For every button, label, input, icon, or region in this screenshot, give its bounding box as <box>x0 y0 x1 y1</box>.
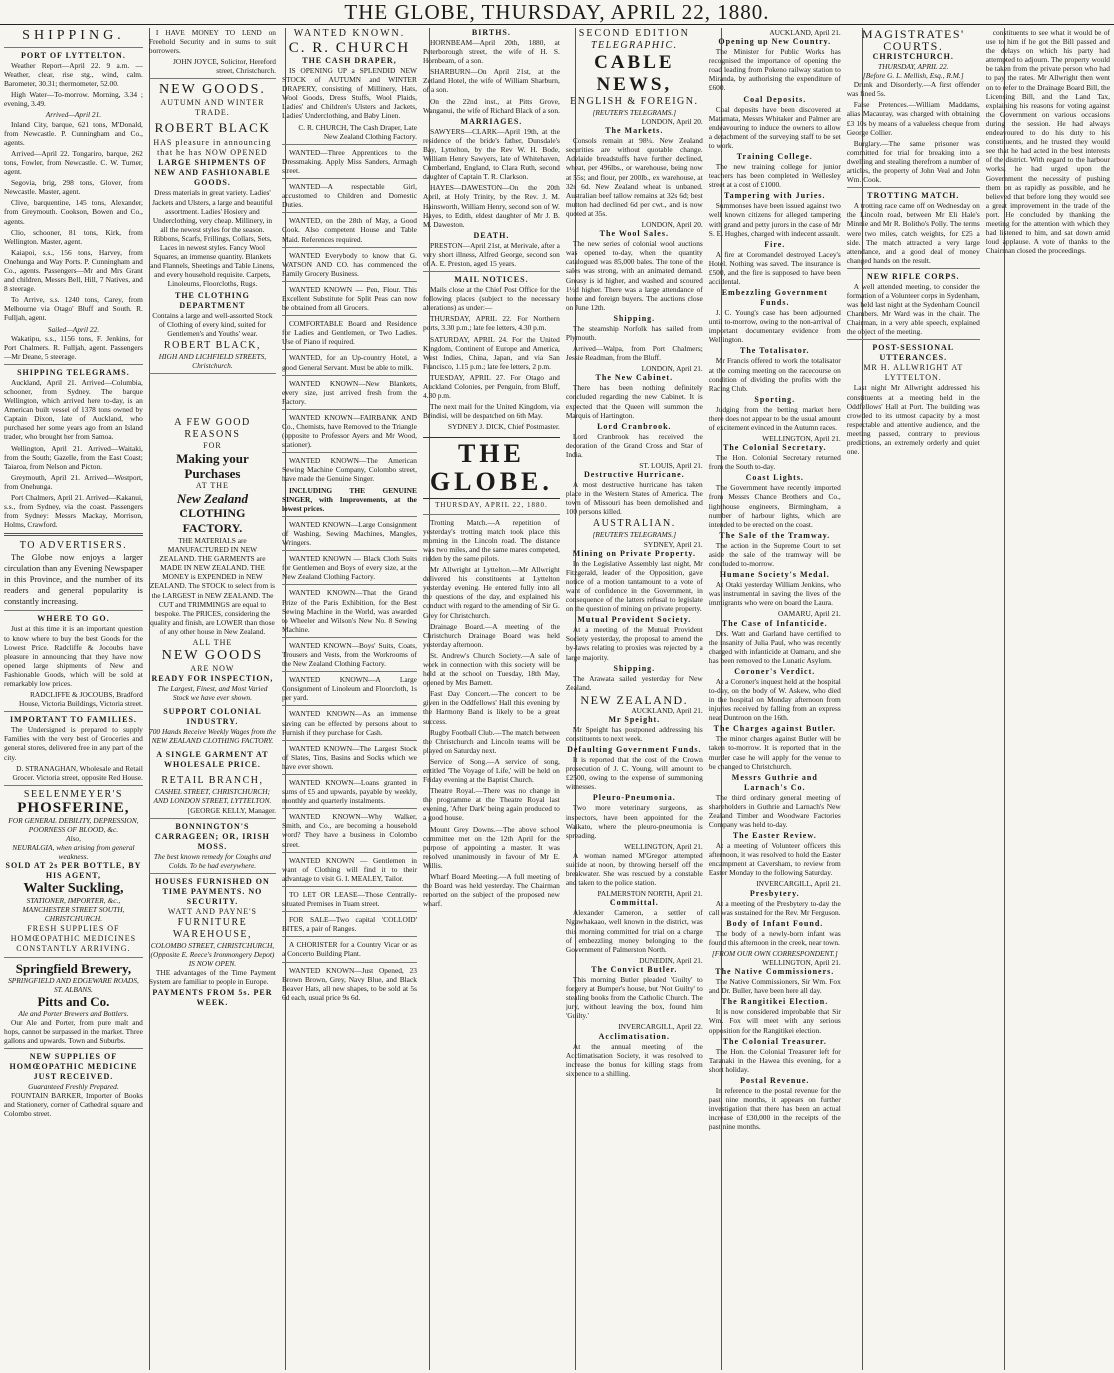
allwright-text: Last night Mr Allwright addressed his constituents at a meeting held in the Oddfellows' Hall at Port. The building was crowded to its utmost capacity by a most respectable and attentive audience, and the meeting passed, contrary to previous predictions, an extremely orderly and quiet one. <box>846 383 980 457</box>
autumn-trade: AUTUMN AND WINTER TRADE. <box>160 98 265 118</box>
training-text: The new training college for junior teachers has been completed in Wellesley street at a cost of £1000. <box>708 162 841 190</box>
wanted-ad: WANTED KNOWN—New Blankets, every size, just arrived fresh from the Factory. <box>282 378 417 406</box>
news-paragraph: Service of Song.—A service of song, entitled 'The Voyage of Life,' will be held on Friday evening at the Baptist Church. <box>422 756 560 785</box>
shipping-title: SHIPPING. <box>22 28 125 43</box>
wanted-ad: WANTED KNOWN—Just Opened, 23 Brown Brown, Grey, Navy Blue, and Black Beaver Hats, all new shapes, to be sold at 5s 6d each, usual price 9s 6d. <box>282 965 417 1002</box>
families-sign: D. STRANAGHAN, Wholesale and Retail Grocer. Victoria street, opposite Red House. <box>12 763 143 782</box>
making-purchases: Making your Purchases <box>176 450 249 481</box>
crc-sign: C. R. CHURCH, The Cash Draper, Late New Zealand Clothing Factory. <box>298 122 417 141</box>
where-to-go-sign: RADCLIFFE & JOCOUBS, Bradford House, Victoria Buildings, Victoria street. <box>19 690 143 709</box>
subhead: Coal Deposits. <box>743 94 807 104</box>
subhead: Mutual Provident Society. <box>577 615 692 625</box>
subhead: The Colonial Treasurer. <box>722 1036 827 1046</box>
presbytery-text: At a meeting of the Presbytery to-day the call was sustained for the Rev. Mr Ferguson. <box>708 898 841 917</box>
birth-notice: HORNBEAM—April 20th, 1880, at Peterborough street, the wife of H. S. Hornbeam, of a son. <box>422 38 560 66</box>
column-1 <box>4 28 143 1370</box>
subhead: Coroner's Verdict. <box>734 666 816 676</box>
new-zealand-text: New Zealand <box>176 490 248 506</box>
dateline: INVERCARGILL, April 22. <box>618 1022 703 1032</box>
mail-next: The next mail for the United Kingdom, via Brindisi, will be despatched on 6th May. <box>422 402 560 421</box>
news-paragraph: Drainage Board.—A meeting of the Christchurch Drainage Board was held yesterday afternoon. <box>422 621 560 649</box>
homeopathic-title: NEW SUPPLIES OF HOMŒOPATHIC MEDICINE JUST RECEIVED. <box>9 1052 138 1082</box>
subhead: Opening up New Country. <box>718 37 832 47</box>
infant-text: The body of a newly-born infant was found this afternoon in the creek, near town. <box>708 928 841 947</box>
birth-notice: SHARBURN—On April 21st, at the Zetland Hotel, the wife of William Sharburn, of a son. <box>422 67 560 95</box>
fire-text: A fire at Coromandel destroyed Lacey's Hotel. Nothing was saved. The insurance is £500, and the fire is supposed to have been accidental. <box>708 249 841 286</box>
mail-notices-title: MAIL NOTICES. <box>454 275 529 285</box>
phosferine-neuralgia: NEURALGIA, when arising from general weakness. <box>12 843 135 862</box>
money-sign: JOHN JOYCE, Solicitor, Hereford street, Christchurch. <box>173 57 276 76</box>
news-paragraph: Trotting Match.—A repetition of yesterday's trotting match took place this morning in the Lincoln road. The distance was two miles, and the same mares competed, ridden by the same pilots. <box>422 517 560 563</box>
barker-text: FOUNTAIN BARKER, Importer of Books and Stationery, corner of Cathedral square and Colombo street. <box>4 1091 143 1119</box>
subhead: Postal Revenue. <box>740 1075 810 1085</box>
own-correspondent: [FROM OUR OWN CORRESPONDENT.] <box>711 948 838 958</box>
arrived-heading: Arrived—April 21. <box>45 110 102 120</box>
arrival-entry: Segovia, brig, 298 tons, Glover, from Newcastle. Master, agent. <box>4 178 143 197</box>
births-title: BIRTHS. <box>471 28 511 37</box>
bank-text: It is reported that the cost of the Crown prosecution of J. C. Young, will amount to £2500, owing to the expense of summoning witnesses. <box>565 755 703 792</box>
dateline: WELLINGTON, April 21. <box>762 958 841 968</box>
subhead: Embezzling Government Funds. <box>721 288 828 308</box>
news-paragraph: Fast Day Concert.—The concert to be given in the Oddfellows' Hall this evening by the Harmony Band is likely to be a great success. <box>422 689 560 726</box>
phosferine-for: FOR GENERAL DEBILITY, DEPRESSION, POORNESS OF BLOOD, &c. <box>8 815 139 834</box>
families-text: The Undersigned is prepared to supply Families with the very best of Groceries and general stores, delivered free in any part of the city. <box>4 725 143 762</box>
globe-date: THURSDAY, APRIL 22, 1880. <box>435 501 548 510</box>
subhead: The Wool Sales. <box>599 229 669 239</box>
wanted-ad: WANTED Everybody to know that G. WATSON AND CO. has commenced the Family Grocery Business. <box>282 250 417 278</box>
markets-text: Consols remain at 98¼. New Zealand securities are without quotable change. Adelaide breadstuffs have further declined, wheat, per 496lbs., or warehouse, being now at 55s; and flour, per 200lb., ex warehouse, at 32s 6d. New Zealand wheat is unbaned. Australian beef tallow remains at 32s 6d; best mutton had declined 6d per cwt., and is now quoted at 35s. <box>565 136 703 218</box>
subhead: The Native Commissioners. <box>715 967 835 977</box>
clothing-factory-text: CLOTHING FACTORY. <box>179 505 246 535</box>
wanted-ad: WANTED, on the 28th of May, a Good Cook. Also competent House and Table Maid. References required. <box>282 216 417 244</box>
subhead: Humane Society's Medal. <box>719 570 830 580</box>
subhead: Shipping. <box>613 313 656 323</box>
dateline: AUCKLAND, April 21. <box>631 705 703 715</box>
wanted-ad: WANTED, for an Up-country Hotel, a good General Servant. Must be able to milk. <box>282 353 417 372</box>
infanticide-text: Drs. Watt and Garland have certified to the insanity of Julia Paul, who was recently charged with infanticide at Oamaru, and she has been removed to the Lunatic Asylum. <box>708 628 841 665</box>
wanted-ad: WANTED KNOWN—Boys' Suits, Coats, Trousers and Vests, from the Workrooms of the New Zealand Clothing Factory. <box>282 640 417 669</box>
post-sessional-title: POST-SESSIONAL UTTERANCES. <box>872 343 955 363</box>
telegram-entry: Port Chalmers, April 21. Arrived—Kakanui, s.s., from Sydney, via the coast. Passengers from Sydney: Messrs Mackay, Morrison, Holms, Crawford. <box>4 493 143 530</box>
watt-payne: WATT AND PAYNE'S <box>167 906 258 916</box>
are-now-text: ARE NOW <box>190 664 235 673</box>
subhead: The Rangitikei Election. <box>721 997 829 1007</box>
cabinet-text: There has been nothing definitely concluded regarding the new Cabinet. It is expected that the Queen will summon the Marquis of Hartington. <box>565 383 703 420</box>
coal-text: Coal deposits have been discovered at Matamata, Messrs Whitaker and Palmer are endeavouring to induce the owners to allow a detachment of the surveying staff to be set to work. <box>708 104 841 150</box>
mining-text: In the Legislative Assembly last night, Mr Fitzgerald, leader of the Opposition, gave notice of a motion tantamount to a vote of want of confidence in the Government, in consequence of the latters refusal to legislate on the question of mining on private property. <box>565 558 703 614</box>
springfield-address: SPRINGFIELD AND EDGEWARE ROADS, ST. ALBANS. <box>8 975 139 994</box>
wanted-ad: WANTED KNOWN—Why Walker, Smith, and Co., are becoming a household word? They have a business in Colombo street. <box>282 812 417 849</box>
subhead: The Totalisator. <box>740 346 810 356</box>
wanted-ad: COMFORTABLE Board and Residence for Ladies and Gentlemen, or Two Ladies. Use of Piano if required. <box>282 319 417 347</box>
for-text: FOR <box>203 440 222 450</box>
furniture-address: COLOMBO STREET, CHRISTCHURCH, (Opposite E. Reece's Ironmongery Depot) IS NOW OPEN. <box>150 940 275 969</box>
mail-thursday: THURSDAY, APRIL 22. For Northern ports, 3.30 p.m.; late fee letters, 4.30 p.m. <box>422 314 560 333</box>
convict-text: This morning Butler pleaded 'Guilty' to forgery at Bumper's house, but 'Not Guilty' to stealing books from the Catholic Church. The jury, without leaving the box, found him 'Guilty.' <box>565 974 703 1021</box>
mutual-text: At a meeting of the Mutual Provident Society yesterday, the proposal to amend the by-laws relating to proxies was rejected by a large majority. <box>565 625 703 662</box>
wanted-known-title: WANTED KNOWN. <box>293 28 406 39</box>
phosferine-sold: SOLD AT 2s PER BOTTLE, BY HIS AGENT, <box>5 861 142 881</box>
native-text: The Native Commissioners, Sir Wm. Fox and Dr. Buller, have been here all day. <box>708 977 841 996</box>
dateline: DUNEDIN, April 21. <box>639 955 703 965</box>
telegraphic-title: TELEGRAPHIC. <box>591 40 678 51</box>
subhead: The Markets. <box>605 126 664 136</box>
telegram-entry: Greymouth, April 21. Arrived—Westport, from Onehunga. <box>4 472 143 491</box>
suckling-address: STATIONER, IMPORTER, &c., MANCHESTER STREET SOUTH, CHRISTCHURCH. <box>22 896 125 924</box>
arrival-entry: Inland City, barque, 621 tons, M'Donald, from Newcastle. P. Cunningham and Co., agents. <box>4 119 143 147</box>
treasurer-text: The Hon. the Colonial Treasurer left for Taranaki in the Hawea this evening, for a short holiday. <box>708 1046 841 1074</box>
families-title: IMPORTANT TO FAMILIES. <box>9 715 137 725</box>
tramway-text: The action in the Supreme Court to set aside the sale of the tramway will be concluded to-morrow. <box>708 540 841 569</box>
tampering-text: Summonses have been issued against two well known citizens for alleged tampering with grand and petty jurors in the case of Mr S. E. Hughes, charged with indecent assault. <box>708 201 841 238</box>
news-paragraph: Rugby Football Club.—The match between the Christchurch and Lincoln teams will be played on Saturday next. <box>422 727 560 755</box>
subhead: Sporting. <box>754 394 796 404</box>
dateline: WELLINGTON, April 21. <box>624 841 703 851</box>
dateline: SYDNEY, April 21. <box>643 539 703 549</box>
advertisers-title: TO ADVERTISERS. <box>19 540 128 552</box>
at-the-text: AT THE <box>195 480 229 490</box>
time-payment-text: THE advantages of the Time Payment System are familiar to people in Europe. <box>148 968 276 987</box>
sporting-text: Judging from the betting market here there does not appear to be the usual amount of excitement evinced in the Autumn races. <box>708 404 841 432</box>
pitts-text: Our Ale and Porter, from pure malt and hops, cannot be surpassed in the market. Three gallons and upwards. Town and Suburbs. <box>4 1017 143 1046</box>
subhead: The New Cabinet. <box>595 373 674 383</box>
ready-inspection: READY FOR INSPECTION, <box>151 674 274 683</box>
rb-shipments: LARGE SHIPMENTS OF NEW AND FASHIONABLE GOODS. <box>154 158 271 188</box>
cable-news-title: CABLE NEWS, <box>594 52 675 95</box>
humane-text: At Otaki yesterday William Jenkins, who was instrumental in saving the lives of the immigrants who were on board the Laura. <box>708 580 841 608</box>
mail-text: Mails close at the Chief Post Office for the following places (subject to the necessary alterations) as under:— <box>422 285 560 313</box>
postmaster: SYDNEY J. DICK, Chief Postmaster. <box>447 422 560 432</box>
dateline: LONDON, April 21. <box>641 364 703 374</box>
houses-furnished: HOUSES FURNISHED ON TIME PAYMENTS. NO SECURITY. <box>155 876 270 906</box>
pleuro-text: Two more veterinary surgeons, as inspectors, have been appointed for the Waikato, where the pleuro-pneumonia is spreading. <box>565 803 703 840</box>
subhead: Committal. <box>609 898 659 908</box>
to-arrive-entry: To Arrive, s.s. 1240 tons, Carey, from Melbourne via Otago' Bluff and South. R. Fulljah, agent. <box>4 295 143 323</box>
support-industry: SUPPORT COLONIAL INDUSTRY. <box>163 707 262 727</box>
cashel-text: CASHEL STREET, CHRISTCHURCH; AND LONDON STREET, LYTTELTON. <box>153 787 272 806</box>
rifle-text: A well attended meeting, to consider the formation of a Volunteer corps in Sydenham, was held last night at the Sydenham Council Chambers. Mr Ward was in the chair. The Chairman, in a very able speech, explained the object of the meeting. <box>846 281 980 337</box>
hurricane-text: A most destructive hurricane has taken place in the Western States of America. The town of Missouri has been demolished and 100 persons killed. <box>565 480 703 517</box>
trotting-title: TROTTING MATCH. <box>867 191 960 201</box>
sailed-entry: Wakatipu, s.s., 1156 tons, F. Jenkins, for Port Chalmers. R. Fulljah, agent. Passengers—Mr Deane, 5 steerage. <box>4 333 143 361</box>
robert-black: ROBERT BLACK <box>154 120 271 136</box>
dateline: LONDON, April 20. <box>641 220 703 230</box>
allwright-title: MR H. ALLWRIGHT AT LYTTELTON. <box>863 363 964 383</box>
shipping-text: The steamship Norfolk has sailed from Plymouth. <box>565 323 703 342</box>
rb-name: ROBERT BLACK, <box>163 339 261 351</box>
columns <box>4 28 1110 1370</box>
subhead: Mr Speight. <box>608 714 661 724</box>
australian-title: AUSTRALIAN. <box>592 518 676 530</box>
rb-address: HIGH AND LICHFIELD STREETS, Christchurch. <box>158 351 267 370</box>
new-goods-title: NEW GOODS. <box>159 82 266 98</box>
trotting-text: A trotting race came off on Wednesday on the Lincoln road, between Mr Eli Hale's Minnie and Mr R. Bolitho's Polly. The terms were two miles, catch weights, for £25 a side. The match attracted a very large attendance, and a good deal of money changed hands on the result. <box>846 201 980 265</box>
dateline: INVERCARGILL, April 21. <box>756 879 841 889</box>
arrival-entry: Clio, schooner, 81 tons, Kirk, from Wellington. Master, agent. <box>4 227 143 246</box>
secretary-text: The Hon. Colonial Secretary returned from the South to-day. <box>708 453 841 472</box>
chorister-ad: A CHORISTER for a Country Vicar or as a Concerto Building Plant. <box>282 940 417 959</box>
furniture-warehouse: FURNITURE WAREHOUSE, <box>172 916 253 940</box>
magistrates-title: MAGISTRATES' COURTS. <box>861 28 965 53</box>
election-text: It is now considered improbable that Sir Wm. Fox will meet with any serious opposition for the Rangitikei election. <box>708 1007 841 1035</box>
to-let-ad: TO LET OR LEASE—Those Centrally-situated Premises in Tuam street. <box>282 889 417 909</box>
news-paragraph: Wharf Board Meeting.—A full meeting of the Board was held yesterday. The Chairman reported on the subject of the proposed new wharf. <box>422 872 560 909</box>
dateline: OAMARU, April 21. <box>777 609 841 619</box>
marriage-notice: SAWYERS—CLARK—April 19th, at the residence of the bride's father, Dunsdale's Bay, Lyttelton, by the Rev W. H. Bode, William Henry Sawyers, late of Whitehaven, Cumberland, England, to Clara Ruth, second daughter of Captain T. R. Clarkson. <box>422 126 560 182</box>
court-case: Burglary.—The same prisoner was committed for trial for breaking into a dwelling and stealing therefrom a number of articles, the property of John Veal and John Wm. Cook. <box>846 138 980 185</box>
ready-sub: The Largest, Finest, and Most Varied Stock we have ever shown. <box>157 684 268 703</box>
totalisator-text: Mr Francis offered to work the totalisator at the coming meeting on the racecourse on condition of dividing the profits with the Racing Club. <box>708 356 841 393</box>
subhead: Acclimatisation. <box>598 1031 670 1041</box>
column-3 <box>282 28 417 1370</box>
wanted-ad: WANTED KNOWN—FAIRBANK AND Co., Chemists, have Removed to the Triangle (opposite to Professor Ayers and Mr Wood, stationer). <box>282 412 417 450</box>
news-paragraph: Mount Grey Downs.—The above school committee met on the 12th April for the purpose of appointing a master. It was resolved unanimously in favour of Mr E. Willis. <box>422 824 560 870</box>
subhead: The Colonial Secretary. <box>723 443 827 453</box>
subhead: The Charges against Butler. <box>713 724 836 734</box>
wanted-ad: WANTED KNOWN—As an immense saving can be effected by persons about to Furnish if they purchase for Cash. <box>282 709 417 737</box>
shipping-telegrams-title: SHIPPING TELEGRAMS. <box>17 367 130 377</box>
wanted-ad: WANTED KNOWN—Loans granted in sums of £5 and upwards, payable by weekly, monthly and quarterly instalments. <box>282 778 417 806</box>
marriages-title: MARRIAGES. <box>460 116 523 126</box>
wool-text: The new series of colonial wool auctions was opened to-day, when the quantity catalogued was 85,000 bales. The tone of the sales was strong, with an animated demand. Greasy is id higher, and washed and scoured 1½d higher. There was a large attendance of home and foreign buyers. The auctions close on June 12th. <box>565 239 703 312</box>
column-2 <box>149 28 276 1370</box>
subhead: Mining on Private Property. <box>572 548 696 558</box>
subhead: Messrs Guthrie and Larnach's Co. <box>731 772 818 792</box>
wanted-ad: WANTED KNOWN—The American Sewing Machine Company, Colombo street, have made the Genuine Singer. <box>282 456 417 484</box>
sailed-heading: Sailed—April 22. <box>47 324 100 334</box>
birth-notice: On the 22nd inst., at Pitts Grove, Wanganui, the wife of Richard Black of a son. <box>422 96 560 115</box>
springfield-brewery: Springfield Brewery, <box>15 960 132 976</box>
subhead: Training College. <box>736 152 813 162</box>
second-edition: SECOND EDITION <box>578 28 690 39</box>
pitts-sub: Ale and Porter Brewers and Bottlers. <box>18 1008 129 1018</box>
homeopathic-notice: FRESH SUPPLIES OF HOMŒOPATHIC MEDICINES CONSTANTLY ARRIVING. <box>10 923 137 953</box>
new-goods-2: NEW GOODS <box>161 648 264 663</box>
advertisers-notice: The Globe now enjoys a larger circulation than any Evening Newspaper in this Province, and the number of its readers and general popularity is constantly increasing. <box>4 552 143 607</box>
speight-text: Mr Speight has postponed addressing his constituents to next week. <box>565 724 703 743</box>
dateline: LONDON, April 20. <box>641 117 703 127</box>
coast-text: The Government have recently imported from Messrs Chance Brothers and Co., lighthouse engineers, Birmingham, a number of harbour lights, which are intended to be erected on the coast. <box>708 483 841 529</box>
clothing-text: Contains a large and well-assorted Stock of Clothing of every kind, suited for Gentlemen's and Youths' wear. <box>152 310 273 338</box>
subhead: Tampering with Juries. <box>724 191 826 201</box>
reuter-tag: [REUTER'S TELEGRAMS.] <box>592 108 677 117</box>
where-to-go-text: Just at this time it is an important question to know where to buy the best Goods for the Lowest Price. Radcliffe & Jocoubs have pleasure in announcing that they have now opened large shipments of New and Fashionable Goods, which will be sold at remarkably low prices. <box>4 624 143 688</box>
wanted-ad: WANTED KNOWN — Gentlemen in want of Clothing will find it to their advantage to visit G. I. MEALEY, Tailor. <box>282 855 417 883</box>
news-paragraph: St. Andrew's Church Society.—A sale of work in connection with this society will be held at the school on Tuesday, 18th May, opened by Mrs Barnett. <box>422 650 560 688</box>
seelenmeyer-title: SEELENMEYER'S <box>23 788 123 800</box>
mail-saturday: SATURDAY, APRIL 24. For the United Kingdom, Continent of Europe and America, West Indies, China, Japan, and via San Francisco, 1.15 p.m.; late fee letters, 2 p.m. <box>422 334 560 371</box>
manager-text: [GEORGE KELLY, Manager. <box>187 805 276 815</box>
subhead: The Easter Review. <box>732 831 817 841</box>
all-the-text: ALL THE <box>192 638 233 647</box>
marriage-notice: HAYES—DAWESTON—On the 20th April, at Holy Trinity, by the Rev. J. M. Hainsworth, William Henry, second son of W. Hayes, to Edith, eldest daughter of Mr J. B. M. Daweston. <box>422 183 560 229</box>
acclim-text: At the annual meeting of the Acclimatisation Society, it was resolved to increase the bonus for killing stags from sixpence to a shilling. <box>565 1041 703 1078</box>
dateline: PALMERSTON NORTH, April 21. <box>597 889 703 899</box>
wanted-ad: WANTED KNOWN—The Largest Stock of Slates, Tins, Basins and Socks which we have ever shown. <box>282 743 417 771</box>
ship2-text: The Arawata sailed yesterday for New Zealand. <box>565 673 703 692</box>
subhead: Presbytery. <box>749 888 800 898</box>
wanted-ad: WANTED KNOWN — Pen, Flour. This Excellent Substitute for Split Peas can now be obtained from all Grocers. <box>282 284 417 313</box>
rb-list: Dress materials in great variety. Ladies' Jackets and Ulsters, a large and beautiful assortment. Ladies' Hosiery and Underclothing, very cheap. Millinery, in all the newest styles for the season. Ribbons, Scarfs, Frillings, Collars, Sets, Laces in newest styles. Fancy Wool Squares, an immense quantity. Blankets and Flannels, Sheetings and Table Linens, and every household requisite. Carpets, Linoleums, Floorcloths, Rugs. <box>150 188 275 289</box>
news-paragraph: Theatre Royal.—There was no change in the programme at the Theatre Royal last evening, 'After Dark' being again produced to a good house. <box>422 786 560 823</box>
telegram-entry: Auckland, April 21. Arrived—Columbia, schooner, from Sydney. The barque Wellington, which arrived here to-day, is an American built vessel of 1378 tons owned by Captain Dixon, late of Auckland, who purchased her some years ago from an Island trader, who brought her from Samoa. <box>4 377 143 442</box>
arrival-entry: Clive, barquentine, 145 tons, Alexander, from Greymouth. Cookson, Bowen and Co., agents. <box>4 198 143 226</box>
column-6 <box>709 28 841 1370</box>
christchurch-head: CHRISTCHURCH. <box>872 52 954 61</box>
globe-title: THE GLOBE. <box>423 437 560 499</box>
phosferine-title: PHOSFERINE, <box>17 799 130 816</box>
subhead: Defaulting Government Funds. <box>567 745 702 755</box>
few-good-reasons: A FEW GOOD REASONS <box>174 416 251 440</box>
passenger-entry: Kaiapoi, s.s., 156 tons, Harvey, from Onehunga and Way Ports. P. Cunningham and Co., agents. Passengers—Mr and Mrs Grant and children, Messrs Bell, Hill, 7 Natives, and 8 steerage. <box>4 247 143 294</box>
column-7 <box>847 28 980 1370</box>
cash-draper: THE CASH DRAPER, <box>302 56 397 65</box>
butler-text: The minor charges against Butler will be taken to-morrow. It is reported that in the murder case he will apply for the venue to be changed to Christchurch. <box>708 734 841 771</box>
bonnington-sub: The best known remedy for Coughs and Colds. To be had everywhere. <box>153 851 272 870</box>
wanted-ad: WANTED—Three Apprentices to the Dressmaking. Apply Miss Sanders, Armagh street. <box>282 147 417 175</box>
rb-pleasure: HAS pleasure in announcing that he has NOW OPENED <box>153 138 272 158</box>
court-date: THURSDAY, APRIL 22. <box>878 62 949 71</box>
death-notice: PRESTON—April 21st, at Merivale, after a very short illness, Alfred George, second son of A. E. Preston, aged 15 years. <box>422 240 560 268</box>
suckling-name: Walter Suckling, <box>23 881 124 897</box>
bonnington-title: BONNINGTON'S CARRAGEEN; OR, IRISH MOSS. <box>154 821 270 851</box>
court-before: [Before G. L. Mellish, Esq., R.M.] <box>862 71 964 81</box>
crc-text: IS OPENING UP a SPLENDID NEW STOCK of AUTUMN and WINTER DRAPERY, consisting of Millinery, Hats, Wool Goods, Dress Stuffs, Wool Plaids, Ladies' and Children's Ulsters and Jackets, Ladies' Underclothing, and Baby Linen. <box>282 66 417 121</box>
subhead: Fire. <box>764 239 786 249</box>
high-water: High Water—To-morrow. Morning, 3.34 ; evening, 3.49. <box>4 90 143 109</box>
weather-report: Weather Report—April 22. 9 a.m. — Weather, clear, rise stg., wind, calm. Barometer, 30.31; thermometer, 52.00. <box>4 61 143 89</box>
wanted-ad: WANTED KNOWN—A Large Consignment of Linoleum and Floorcloth, 1s per yard. <box>282 675 417 703</box>
postal-text: In reference to the postal revenue for the past nine months, it appears on further investigation that there has been an actual increase of £30,000 in the receipts of the past nine months. <box>708 1085 841 1132</box>
single-garment: A SINGLE GARMENT AT WHOLESALE PRICE. <box>156 750 269 770</box>
cranbrook-text: Lord Cranbrook has received the decoration of the Grand Cross and Star of India. <box>565 431 703 459</box>
subhead: Body of Infant Found. <box>726 918 824 928</box>
subhead: The Convict Butler. <box>591 964 678 974</box>
dateline: AUCKLAND, April 21. <box>769 28 841 37</box>
subhead: Lord Cranbrook. <box>597 421 672 431</box>
money-to-lend: I HAVE MONEY TO LEND on Freehold Security and in sums to suit borrowers. <box>148 28 276 56</box>
wanted-ad: WANTED—A respectable Girl, accustomed to Children and Domestic Duties. <box>282 182 417 210</box>
cr-church-title: C. R. CHURCH <box>288 40 411 56</box>
subhead: The Sale of the Tramway. <box>719 530 831 540</box>
pitts-name: Pitts and Co. <box>37 993 110 1009</box>
wanted-ad: WANTED KNOWN—Large Consignment of Washing, Sewing Machines, Mangles, Wringers. <box>282 519 417 548</box>
arrived-text: Arrived—Walpa, from Port Chalmers; Jessie Readman, from the Bluff. <box>565 344 703 363</box>
rifle-title: NEW RIFLE CORPS. <box>867 271 960 281</box>
court-case: Drunk and Disorderly.—A first offender was fined 5s. <box>846 80 980 99</box>
singer-sub: INCLUDING THE GENUINE SINGER, with Improvements, at the lowest prices. <box>282 485 417 513</box>
homeopathic-sub: Guaranteed Freshly Prepared. <box>28 1082 119 1092</box>
for-sale-ad: FOR SALE—Two capital 'COLLOID' BITES, a pair of Ranges. <box>282 915 417 934</box>
reuter-tag: [REUTER'S TELEGRAMS.] <box>592 530 677 540</box>
dateline: ST. LOUIS, April 21. <box>639 461 703 470</box>
masthead: THE GLOBE, THURSDAY, APRIL 22, 1880. <box>0 0 1114 25</box>
guthrie-text: The third ordinary general meeting of shareholders in Guthrie and Larnach's New Zealand Timber and Woodware Factories Company was held to-day. <box>708 792 841 829</box>
arrival-entry: Arrived—April 22. Tongariro, barque, 262 tons, Fowler, from Newcastle. C. W. Turner, agent. <box>4 148 143 177</box>
port-title: PORT OF LYTTELTON. <box>21 51 126 60</box>
wellington-text: A woman named M'Gregor attempted suicide at noon, by throwing herself off the breakwater. She was rescued by a constable and taken to the police station. <box>565 850 703 888</box>
embezzling-text: J. C. Young's case has been adjourned until to-morrow, owing to the non-arrival of important documentary evidence from Wellington. <box>708 308 841 345</box>
death-title: DEATH. <box>473 230 510 240</box>
subhead: Coast Lights. <box>745 473 804 483</box>
subhead: The Case of Infanticide. <box>721 618 828 628</box>
allwright-continued: constituents to see what it would be of use to him if he got the Bill passed and the delays on which his party had attempted to adjourn. The property would be taken from the private person who had to pay the rates. Mr Allwright then went on to refer to the Drainage Board Bill, the Licensing Bill, and the Land Tax, explaining his reasons for voting against the Government on various occasions during the session. He had always endeavoured to do his duty to his constituents, and he trusted they would see that he had acted in the best interests of the district. With regard to the harbour works, he had urged upon the Government the necessity of pushing them on as rapidly as possible, and he believed that before long they would see a great improvement in the trade of the port. He concluded by thanking the meeting for the attention with which they had listened to him, and sat down amid loud applause. A vote of thanks to the Chairman closed the proceedings. <box>985 28 1110 256</box>
wanted-ad: WANTED KNOWN—That the Grand Prize of the Paris Exhibition, for the Best Sewing Machine in the World, was awarded to Wheeler and Wilson's New No. 8 Sewing Machine. <box>282 588 417 634</box>
phosferine-also: Also, <box>65 834 81 843</box>
railway-text: The Minister for Public Works has recognised the importance of opening the road leading from Pokeno railway station to Miranda, by authorising the expenditure of £600. <box>708 47 841 93</box>
news-paragraph: Mr Allwright at Lyttelton.—Mr Allwright delivered his constituents at Lyttelton yesterday evening. He entered fully into all the questions of the day, and explained his conduct with regard to the amending of Sir G. Grey for Christchurch. <box>422 565 560 620</box>
payments-text: PAYMENTS FROM 5s. PER WEEK. <box>152 988 273 1008</box>
new-zealand-title: NEW ZEALAND. <box>580 692 689 707</box>
hands-text: 700 Hands Receive Weekly Wages from the NEW ZEALAND CLOTHING FACTORY. <box>149 727 276 746</box>
committal-text: Alexander Cameron, a settler of Ngawhakaao, well known in the district, was this morning committed for trial on a charge of embezzling money belonging to the Government of Palmerston North. <box>565 908 703 954</box>
column-5 <box>566 28 703 1370</box>
column-4 <box>423 28 560 1370</box>
coroner-text: At a Coroner's inquest held at the hospital to-day, on the body of W. Askew, who died in the hospital on Monday afternoon from injuries received by falling from an express near Duntroon on the 16th. <box>708 676 841 723</box>
dateline: WELLINGTON, April 21. <box>762 434 841 444</box>
column-8 <box>986 28 1110 1370</box>
court-case: False Pretences.—William Maddams, alias Macauray, was charged with obtaining £3 10s by means of a valueless cheque from George Collier. <box>846 100 980 137</box>
subhead: Shipping. <box>613 663 656 673</box>
english-foreign: ENGLISH & FOREIGN. <box>570 96 699 107</box>
clothing-dept-title: THE CLOTHING DEPARTMENT <box>174 290 250 310</box>
retail-branch: RETAIL BRANCH, <box>161 775 264 787</box>
subhead: Pleuro-Pneumonia. <box>592 793 676 803</box>
easter-text: At a meeting of Volunteer officers this afternoon, it was resolved to hold the Easter encampment at Caversham, to review from Easter Monday to the following Saturday. <box>708 841 841 878</box>
mail-tuesday: TUESDAY, APRIL 27. For Otago and Auckland Colonies, per Penguin, from Bluff, 4.30 p.m. <box>422 372 560 401</box>
wanted-ad: WANTED KNOWN — Black Cloth Suits for Gentlemen and Boys of every size, at the New Zealand Clothing Factory. <box>282 554 417 582</box>
telegram-entry: Wellington, April 21. Arrived—Waitaki, from the South; Gazelle, from the East Coast; Taiaroa, from Nelson and Picton. <box>4 443 143 471</box>
reasons-text: THE MATERIALS are MANUFACTURED IN NEW ZEALAND. THE GARMENTS are MADE IN NEW ZEALAND. THE MONEY is EXPENDED in NEW ZEALAND. The STOCK to select from is the LARGEST in NEW ZEALAND. The CUT and TRIMMINGS are equal to bespoke. The PRICES, considering the quality and finish, are LOWER than those of any other house in New Zealand. <box>149 535 276 636</box>
where-to-go-title: WHERE TO GO. <box>37 614 110 624</box>
subhead: Destructive Hurricane. <box>583 470 685 480</box>
